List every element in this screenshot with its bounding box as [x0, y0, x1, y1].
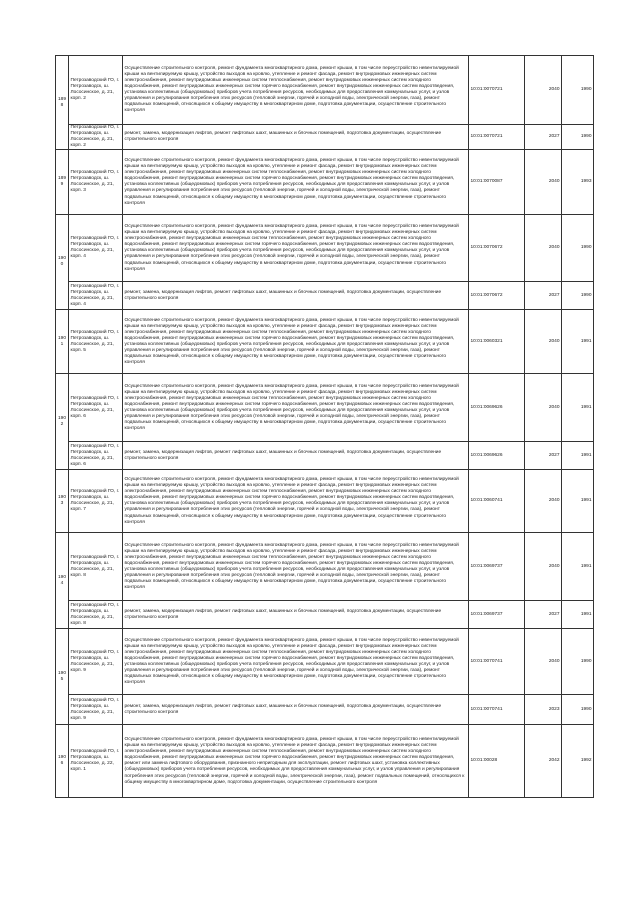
build-year-cell: 1991 — [562, 470, 594, 533]
address-cell: Петрозаводский ГО, г. Петрозаводск, ш. Лососинское, д. 21, корп. 8 — [69, 533, 123, 601]
row-number: 1906 — [56, 725, 69, 798]
row-number: 1902 — [56, 374, 69, 470]
planned-year-cell: 2040 — [525, 56, 562, 125]
cadastral-number-cell: 10:01:0069737 — [469, 601, 525, 629]
planned-year-cell: 2040 — [525, 215, 562, 282]
address-cell: Петрозаводский ГО, г. Петрозаводск, ш. Лососинское, д. 21, корп. 3 — [69, 150, 123, 215]
work-types-cell: ремонт, замена, модернизация лифтов, ремонт лифтовых шахт, машинных и блочных помещений, подготовка документации, осуществление строительного контроля — [123, 601, 469, 629]
table-row — [56, 470, 594, 533]
row-number: 1899 — [56, 150, 69, 215]
cadastral-number-cell: 10:01:0069626 — [469, 442, 525, 470]
table-row — [56, 533, 594, 601]
cadastral-number-cell: 10:01:0070087 — [469, 150, 525, 215]
work-types-cell: ремонт, замена, модернизация лифтов, ремонт лифтовых шахт, машинных и блочных помещений, подготовка документации, осуществление строительного контроля — [123, 695, 469, 725]
cadastral-number-cell: 10:01:0070721 — [469, 56, 525, 125]
build-year-cell: 1990 — [562, 282, 594, 310]
cadastral-number-cell: 10:01:0069626 — [469, 374, 525, 442]
build-year-cell: 1990 — [562, 125, 594, 150]
row-number: 1903 — [56, 470, 69, 533]
cadastral-number-cell: 10:01:0060321 — [469, 310, 525, 374]
address-cell: Петрозаводский ГО, г. Петрозаводск, ш. Лососинское, д. 21, корп. 4 — [69, 282, 123, 310]
table-row — [56, 725, 594, 798]
row-number: 1900 — [56, 215, 69, 310]
planned-year-cell: 2027 — [525, 282, 562, 310]
table-row — [56, 56, 594, 125]
table-row — [56, 695, 594, 725]
build-year-cell: 1990 — [562, 215, 594, 282]
cadastral-number-cell: 10:01:0070672 — [469, 282, 525, 310]
table-row — [56, 310, 594, 374]
address-cell: Петрозаводский ГО, г. Петрозаводск, ш. Лососинское, д. 21, корп. 5 — [69, 310, 123, 374]
address-cell: Петрозаводский ГО, г. Петрозаводск, ш. Лососинское, д. 21, корп. 4 — [69, 215, 123, 282]
planned-year-cell: 2027 — [525, 601, 562, 629]
planned-year-cell: 2027 — [525, 442, 562, 470]
table-row — [56, 150, 594, 215]
planned-year-cell: 2040 — [525, 310, 562, 374]
work-types-cell: Осуществление строительного контроля, ремонт фундамента многоквартирного дома, ремонт крыши, в том числе переустройство невентилируемой крыши на вентилируемую крышу, устройство выходов на кровлю, утепление и ремонт фасада, ремонт внутридомовых инженерных систем электроснабжения, ремонт внутридомовых инженерных систем теплоснабжения, ремонт внутридомовых инженерных систем холодного водоснабжения, ремонт внутридомовых инженерных систем горячего водоснабжения, ремонт внутридомовых инженерных систем водоотведения, установка коллективных (общедомовых) приборов учета потребления ресурсов, необходимых для предоставления коммунальных услуг, и узлов управления и регулирования потребления этих ресурсов (тепловой энергии, горячей и холодной воды, электрической энергии, газа), ремонт подвальных помещений, относящихся к общему имуществу в многоквартирном доме, подготовка документации, осуществление строительного контроля — [123, 56, 469, 125]
address-cell: Петрозаводский ГО, г. Петрозаводск, ш. Лососинское, д. 21, корп. 2 — [69, 56, 123, 125]
row-number: 1898 — [56, 56, 69, 150]
address-cell: Петрозаводский ГО, г. Петрозаводск, ш. Лососинское, д. 21, корп. 2 — [69, 125, 123, 150]
build-year-cell: 1991 — [562, 442, 594, 470]
cadastral-number-cell: 10:01:0070741 — [469, 629, 525, 695]
work-types-cell: Осуществление строительного контроля, ремонт фундамента многоквартирного дома, ремонт крыши, в том числе переустройство невентилируемой крыши на вентилируемую крышу, устройство выходов на кровлю, утепление и ремонт фасада, ремонт внутридомовых инженерных систем электроснабжения, ремонт внутридомовых инженерных систем теплоснабжения, ремонт внутридомовых инженерных систем холодного водоснабжения, ремонт внутридомовых инженерных систем горячего водоснабжения, ремонт внутридомовых инженерных систем водоотведения, установка коллективных (общедомовых) приборов учета потребления ресурсов, необходимых для предоставления коммунальных услуг, и узлов управления и регулирования потребления этих ресурсов (тепловой энергии, горячей и холодной воды, электрической энергии, газа), ремонт подвальных помещений, относящихся к общему имуществу в многоквартирном доме, подготовка документации, осуществление строительного контроля — [123, 374, 469, 442]
table-row — [56, 629, 594, 695]
cadastral-number-cell: 10:01:0070721 — [469, 125, 525, 150]
build-year-cell: 1991 — [562, 374, 594, 442]
address-cell: Петрозаводский ГО, г. Петрозаводск, ш. Лососинское, д. 21, корп. 7 — [69, 470, 123, 533]
work-types-cell: Осуществление строительного контроля, ремонт фундамента многоквартирного дома, ремонт крыши, в том числе переустройство невентилируемой крыши на вентилируемую крышу, устройство выходов на кровлю, утепление и ремонт фасада, ремонт внутридомовых инженерных систем электроснабжения, ремонт внутридомовых инженерных систем теплоснабжения, ремонт внутридомовых инженерных систем холодного водоснабжения, ремонт внутридомовых инженерных систем горячего водоснабжения, ремонт внутридомовых инженерных систем водоотведения, установка коллективных (общедомовых) приборов учета потребления ресурсов, необходимых для предоставления коммунальных услуг, и узлов управления и регулирования потребления этих ресурсов (тепловой энергии, горячей и холодной воды, электрической энергии, газа), ремонт подвальных помещений, относящихся к общему имуществу в многоквартирном доме, подготовка документации, осуществление строительного контроля — [123, 215, 469, 282]
work-types-cell: Осуществление строительного контроля, ремонт фундамента многоквартирного дома, ремонт крыши, в том числе переустройство невентилируемой крыши на вентилируемую крышу, устройство выходов на кровлю, утепление и ремонт фасада, ремонт внутридомовых инженерных систем электроснабжения, ремонт внутридомовых инженерных систем теплоснабжения, ремонт внутридомовых инженерных систем холодного водоснабжения, ремонт внутридомовых инженерных систем горячего водоснабжения, ремонт внутридомовых инженерных систем водоотведения, установка коллективных (общедомовых) приборов учета потребления ресурсов, необходимых для предоставления коммунальных услуг, и узлов управления и регулирования потребления этих ресурсов (тепловой энергии, горячей и холодной воды, электрической энергии, газа), ремонт подвальных помещений, относящихся к общему имуществу в многоквартирном доме, подготовка документации, осуществление строительного контроля — [123, 533, 469, 601]
planned-year-cell: 2040 — [525, 150, 562, 215]
row-number: 1904 — [56, 533, 69, 629]
planned-year-cell: 2040 — [525, 629, 562, 695]
capital-repair-table — [55, 55, 594, 798]
build-year-cell: 1990 — [562, 56, 594, 125]
work-types-cell: ремонт, замена, модернизация лифтов, ремонт лифтовых шахт, машинных и блочных помещений, подготовка документации, осуществление строительного контроля — [123, 282, 469, 310]
planned-year-cell: 2042 — [525, 725, 562, 798]
build-year-cell: 1990 — [562, 695, 594, 725]
work-types-cell: Осуществление строительного контроля, ремонт фундамента многоквартирного дома, ремонт крыши, в том числе переустройство невентилируемой крыши на вентилируемую крышу, устройство выходов на кровлю, утепление и ремонт фасада, ремонт внутридомовых инженерных систем электроснабжения, ремонт внутридомовых инженерных систем теплоснабжения, ремонт внутридомовых инженерных систем холодного водоснабжения, ремонт внутридомовых инженерных систем горячего водоснабжения, ремонт внутридомовых инженерных систем водоотведения, установка коллективных (общедомовых) приборов учета потребления ресурсов, необходимых для предоставления коммунальных услуг, и узлов управления и регулирования потребления этих ресурсов (тепловой энергии, горячей и холодной воды, электрической энергии, газа), ремонт подвальных помещений, относящихся к общему имуществу в многоквартирном доме, подготовка документации, осуществление строительного контроля — [123, 310, 469, 374]
build-year-cell: 1991 — [562, 601, 594, 629]
build-year-cell: 1990 — [562, 629, 594, 695]
work-types-cell: ремонт, замена, модернизация лифтов, ремонт лифтовых шахт, машинных и блочных помещений, подготовка документации, осуществление строительного контроля — [123, 125, 469, 150]
work-types-cell: Осуществление строительного контроля, ремонт фундамента многоквартирного дома, ремонт крыши, в том числе переустройство невентилируемой крыши на вентилируемую крышу, устройство выходов на кровлю, утепление и ремонт фасада, ремонт внутридомовых инженерных систем электроснабжения, ремонт внутридомовых инженерных систем теплоснабжения, ремонт внутридомовых инженерных систем холодного водоснабжения, ремонт внутридомовых инженерных систем горячего водоснабжения, ремонт внутридомовых инженерных систем водоотведения, установка коллективных (общедомовых) приборов учета потребления ресурсов, необходимых для предоставления коммунальных услуг, и узлов управления и регулирования потребления этих ресурсов (тепловой энергии, горячей и холодной воды, электрической энергии, газа), ремонт подвальных помещений, относящихся к общему имуществу в многоквартирном доме, подготовка документации, осуществление строительного контроля — [123, 150, 469, 215]
work-types-cell: Осуществление строительного контроля, ремонт фундамента многоквартирного дома, ремонт крыши, в том числе переустройство невентилируемой крыши на вентилируемую крышу, устройство выходов на кровлю, утепление и ремонт фасада, ремонт внутридомовых инженерных систем электроснабжения, ремонт внутридомовых инженерных систем теплоснабжения, ремонт внутридомовых инженерных систем холодного водоснабжения, ремонт внутридомовых инженерных систем горячего водоснабжения, ремонт внутридомовых инженерных систем водоотведения, установка коллективных (общедомовых) приборов учета потребления ресурсов, необходимых для предоставления коммунальных услуг, и узлов управления и регулирования потребления этих ресурсов (тепловой энергии, горячей и холодной воды, электрической энергии, газа), ремонт подвальных помещений, относящихся к общему имуществу в многоквартирном доме, подготовка документации, осуществление строительного контроля — [123, 629, 469, 695]
row-number: 1901 — [56, 310, 69, 374]
table-row — [56, 601, 594, 629]
planned-year-cell: 2040 — [525, 470, 562, 533]
cadastral-number-cell: 10:01:0070741 — [469, 695, 525, 725]
cadastral-number-cell: 10:01:0069737 — [469, 533, 525, 601]
build-year-cell: 1991 — [562, 533, 594, 601]
cadastral-number-cell: 10:01:0060741 — [469, 470, 525, 533]
address-cell: Петрозаводский ГО, г. Петрозаводск, ш. Лососинское, д. 21, корп. 9 — [69, 695, 123, 725]
build-year-cell: 1992 — [562, 725, 594, 798]
build-year-cell: 1991 — [562, 310, 594, 374]
work-types-cell: ремонт, замена, модернизация лифтов, ремонт лифтовых шахт, машинных и блочных помещений, подготовка документации, осуществление строительного контроля — [123, 442, 469, 470]
table-row — [56, 125, 594, 150]
table-row — [56, 282, 594, 310]
cadastral-number-cell: 10:01:00028 — [469, 725, 525, 798]
build-year-cell: 1993 — [562, 150, 594, 215]
planned-year-cell: 2040 — [525, 533, 562, 601]
address-cell: Петрозаводский ГО, г. Петрозаводск, ш. Лососинское, д. 21, корп. 8 — [69, 601, 123, 629]
address-cell: Петрозаводский ГО, г. Петрозаводск, ш. Лососинское, д. 21, корп. 9 — [69, 629, 123, 695]
planned-year-cell: 2023 — [525, 695, 562, 725]
planned-year-cell: 2027 — [525, 125, 562, 150]
address-cell: Петрозаводский ГО, г. Петрозаводск, ш. Лососинское, д. 22, корп. 1 — [69, 725, 123, 798]
row-number: 1905 — [56, 629, 69, 725]
work-types-cell: Осуществление строительного контроля, ремонт фундамента многоквартирного дома, ремонт крыши, в том числе переустройство невентилируемой крыши на вентилируемую крышу, устройство выходов на кровлю, утепление и ремонт фасада, ремонт внутридомовых инженерных систем электроснабжения, ремонт внутридомовых инженерных систем теплоснабжения, ремонт внутридомовых инженерных систем холодного водоснабжения, ремонт внутридомовых инженерных систем горячего водоснабжения, ремонт внутридомовых инженерных систем водоотведения, установка коллективных (общедомовых) приборов учета потребления ресурсов, необходимых для предоставления коммунальных услуг, и узлов управления и регулирования потребления этих ресурсов (тепловой энергии, горячей и холодной воды, электрической энергии, газа), ремонт подвальных помещений, относящихся к общему имуществу в многоквартирном доме, подготовка документации, осуществление строительного контроля — [123, 470, 469, 533]
table-row — [56, 215, 594, 282]
table-row — [56, 374, 594, 442]
planned-year-cell: 2040 — [525, 374, 562, 442]
table-row — [56, 442, 594, 470]
address-cell: Петрозаводский ГО, г. Петрозаводск, ш. Лососинское, д. 21, корп. 6 — [69, 374, 123, 442]
work-types-cell: Осуществление строительного контроля, ремонт фундамента многоквартирного дома, ремонт крыши, в том числе переустройство невентилируемой крыши на вентилируемую крышу, устройство выходов на кровлю, утепление и ремонт фасада, ремонт внутридомовых инженерных систем электроснабжения, ремонт внутридомовых инженерных систем теплоснабжения, ремонт внутридомовых инженерных систем холодного водоснабжения, ремонт внутридомовых инженерных систем горячего водоснабжения, ремонт внутридомовых инженерных систем водоотведения, ремонт или замена лифтового оборудования, признанного непригодным для эксплуатации, ремонт лифтовых шахт, установка коллективных (общедомовых) приборов учета потребления ресурсов, необходимых для предоставления коммунальных услуг, и узлов управления и регулирования потребления этих ресурсов (тепловой энергии, горячей и холодной воды, электрической энергии, газа), ремонт подвальных помещений, относящихся к общему имуществу в многоквартирном доме, подготовка документации, осуществление строительного контроля — [123, 725, 469, 798]
address-cell: Петрозаводский ГО, г. Петрозаводск, ш. Лососинское, д. 21, корп. 6 — [69, 442, 123, 470]
cadastral-number-cell: 10:01:0070672 — [469, 215, 525, 282]
